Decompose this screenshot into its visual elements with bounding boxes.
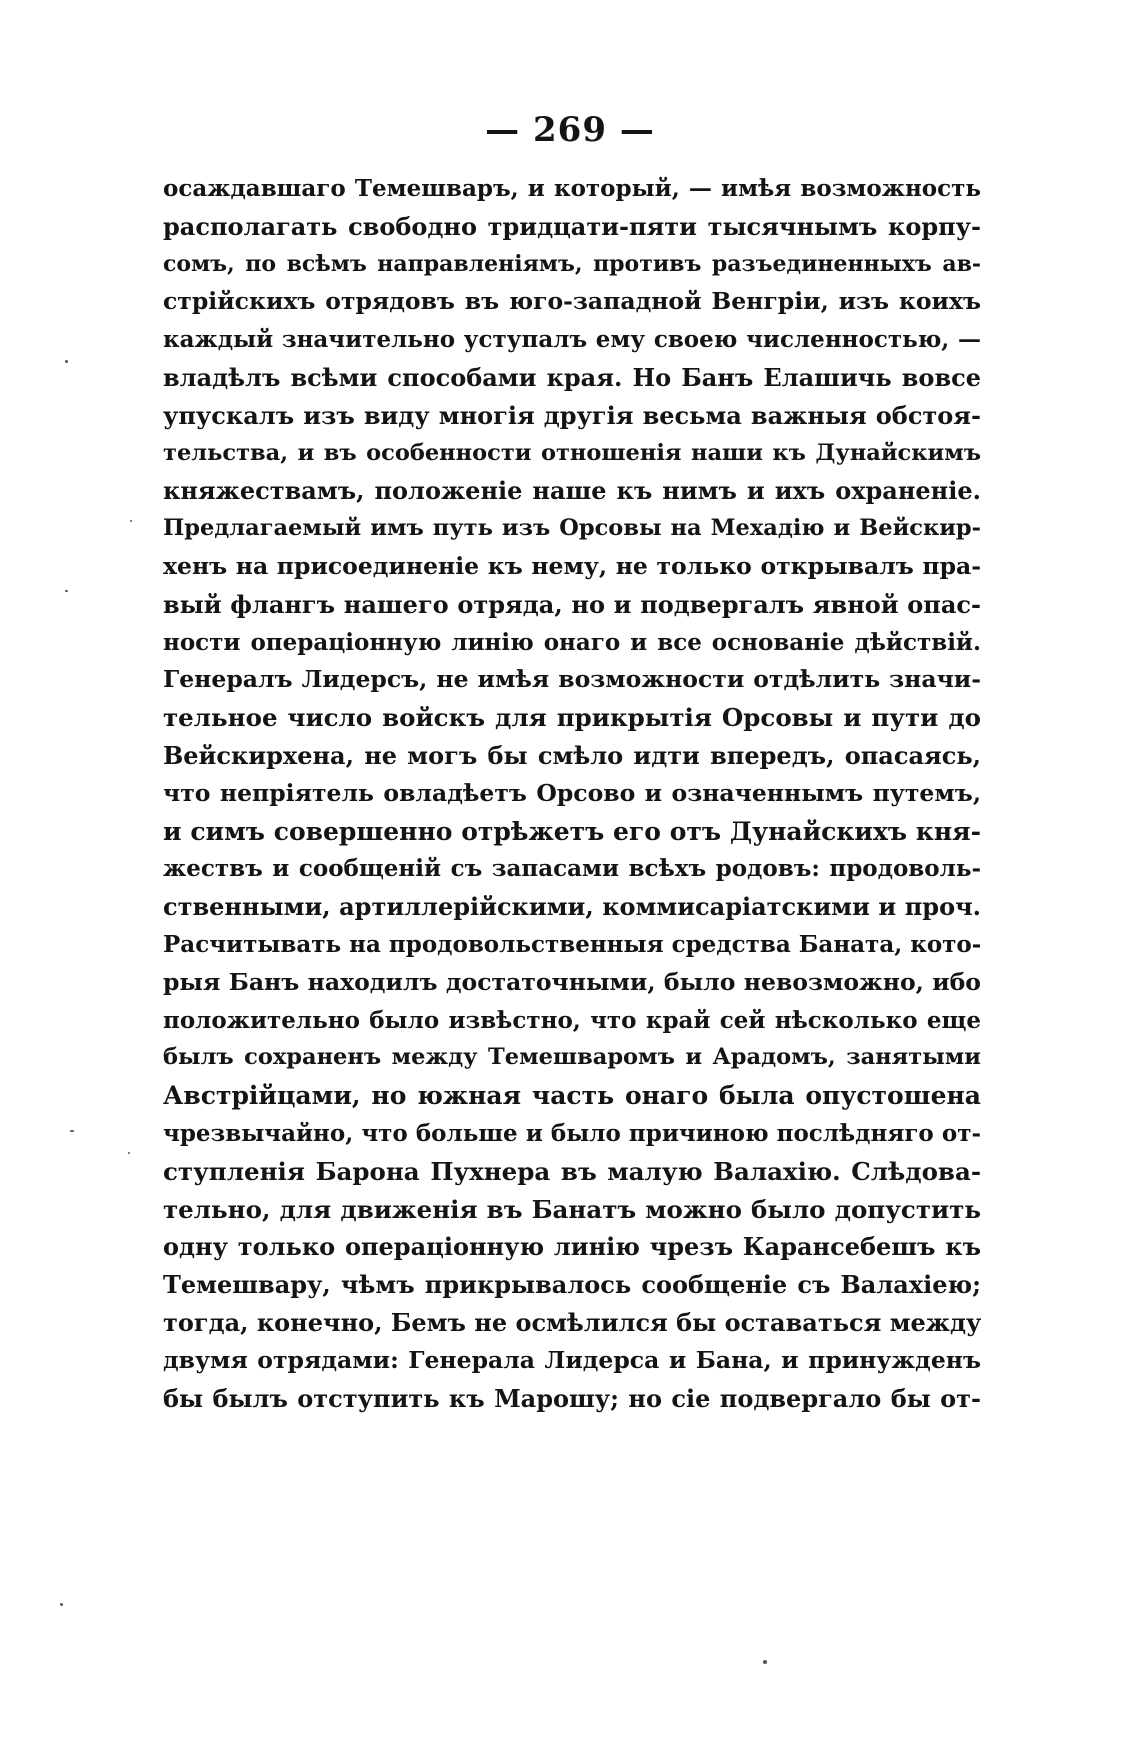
text-line: одну только операціонную линію чрезъ Карансебешъ къ bbox=[163, 1232, 981, 1262]
text-line: двумя отрядами: Генерала Лидерса и Бана, и принужденъ bbox=[163, 1345, 981, 1374]
text-line: хенъ на присоединеніе къ нему, не только открывалъ пра- bbox=[163, 551, 981, 580]
text-line: что непріятель овладѣетъ Орсово и означеннымъ путемъ, bbox=[163, 778, 981, 807]
text-line: стрійскихъ отрядовъ въ юго-западной Венгріи, изъ коихъ bbox=[163, 287, 981, 316]
text-line: Австрійцами, но южная часть онаго была опустошена bbox=[163, 1081, 981, 1111]
text-line: былъ сохраненъ между Темешваромъ и Арадомъ, занятыми bbox=[163, 1044, 981, 1071]
text-line: располагать свободно тридцати-пяти тысячнымъ корпу- bbox=[163, 211, 981, 241]
text-line: осаждавшаго Темешваръ, и который, — имѣя возможность bbox=[163, 175, 981, 202]
text-line: упускалъ изъ виду многія другія весьма важныя обстоя- bbox=[163, 400, 981, 430]
text-line: вый флангъ нашего отряда, но и подвергалъ явной опас- bbox=[163, 589, 981, 619]
scan-speck bbox=[60, 1603, 63, 1606]
text-line: положительно было извѣстно, что край сей нѣсколько еще bbox=[163, 1006, 981, 1034]
text-line: Генералъ Лидерсъ, не имѣя возможности отдѣлить значи- bbox=[163, 665, 981, 694]
scan-speck bbox=[763, 1660, 767, 1664]
text-line: ности операціонную линію онаго и все основаніе дѣйствій. bbox=[163, 628, 981, 656]
text-line: ступленія Барона Пухнера въ малую Валахію. Слѣдова- bbox=[163, 1156, 981, 1186]
text-line: княжествамъ, положеніе наше къ нимъ и ихъ охраненіе. bbox=[163, 476, 981, 506]
text-line: Вейскирхена, не могъ бы смѣло идти впередъ, опасаясь, bbox=[163, 740, 981, 770]
text-line: владѣлъ всѣми способами края. Но Банъ Елашичь вовсе bbox=[163, 362, 981, 392]
scan-speck bbox=[130, 520, 132, 522]
text-line: тельно, для движенія въ Банатъ можно было допустить bbox=[163, 1194, 981, 1224]
text-line: тогда, конечно, Бемъ не осмѣлился бы оставаться между bbox=[163, 1307, 981, 1337]
text-line: рыя Банъ находилъ достаточными, было невозможно, ибо bbox=[163, 967, 981, 996]
scan-speck bbox=[65, 360, 68, 363]
text-line: жествъ и сообщеній съ запасами всѣхъ родовъ: продоволь- bbox=[163, 855, 981, 883]
text-line: каждый значительно уступалъ ему своею численностью, — bbox=[163, 326, 981, 354]
text-line: Темешвару, чѣмъ прикрывалось сообщеніе съ Валахіею; bbox=[163, 1270, 981, 1300]
scan-speck bbox=[70, 1130, 74, 1132]
text-line: чрезвычайно, что больше и было причиною послѣдняго от- bbox=[163, 1119, 981, 1147]
text-line: ственными, артиллерійскими, коммисаріатскими и проч. bbox=[163, 892, 981, 922]
text-body bbox=[163, 170, 981, 1417]
text-line: тельное число войскъ для прикрытія Орсовы и пути до bbox=[163, 703, 981, 733]
scan-speck bbox=[128, 1152, 130, 1154]
text-line: тельства, и въ особенности отношенія наши къ Дунайскимъ bbox=[163, 439, 981, 466]
page-number: — 269 — bbox=[485, 110, 655, 150]
text-line: и симъ совершенно отрѣжетъ его отъ Дунайскихъ кня- bbox=[163, 816, 981, 846]
text-line: Расчитывать на продовольственныя средства Баната, кото- bbox=[163, 930, 981, 958]
text-line: бы былъ отступить къ Марошу; но сіе подвергало бы от- bbox=[163, 1383, 981, 1413]
scan-speck bbox=[65, 590, 68, 592]
text-line: сомъ, по всѣмъ направленіямъ, противъ разъединенныхъ ав- bbox=[163, 250, 981, 277]
text-line: Предлагаемый имъ путь изъ Орсовы на Мехадію и Вейскир- bbox=[163, 515, 981, 542]
